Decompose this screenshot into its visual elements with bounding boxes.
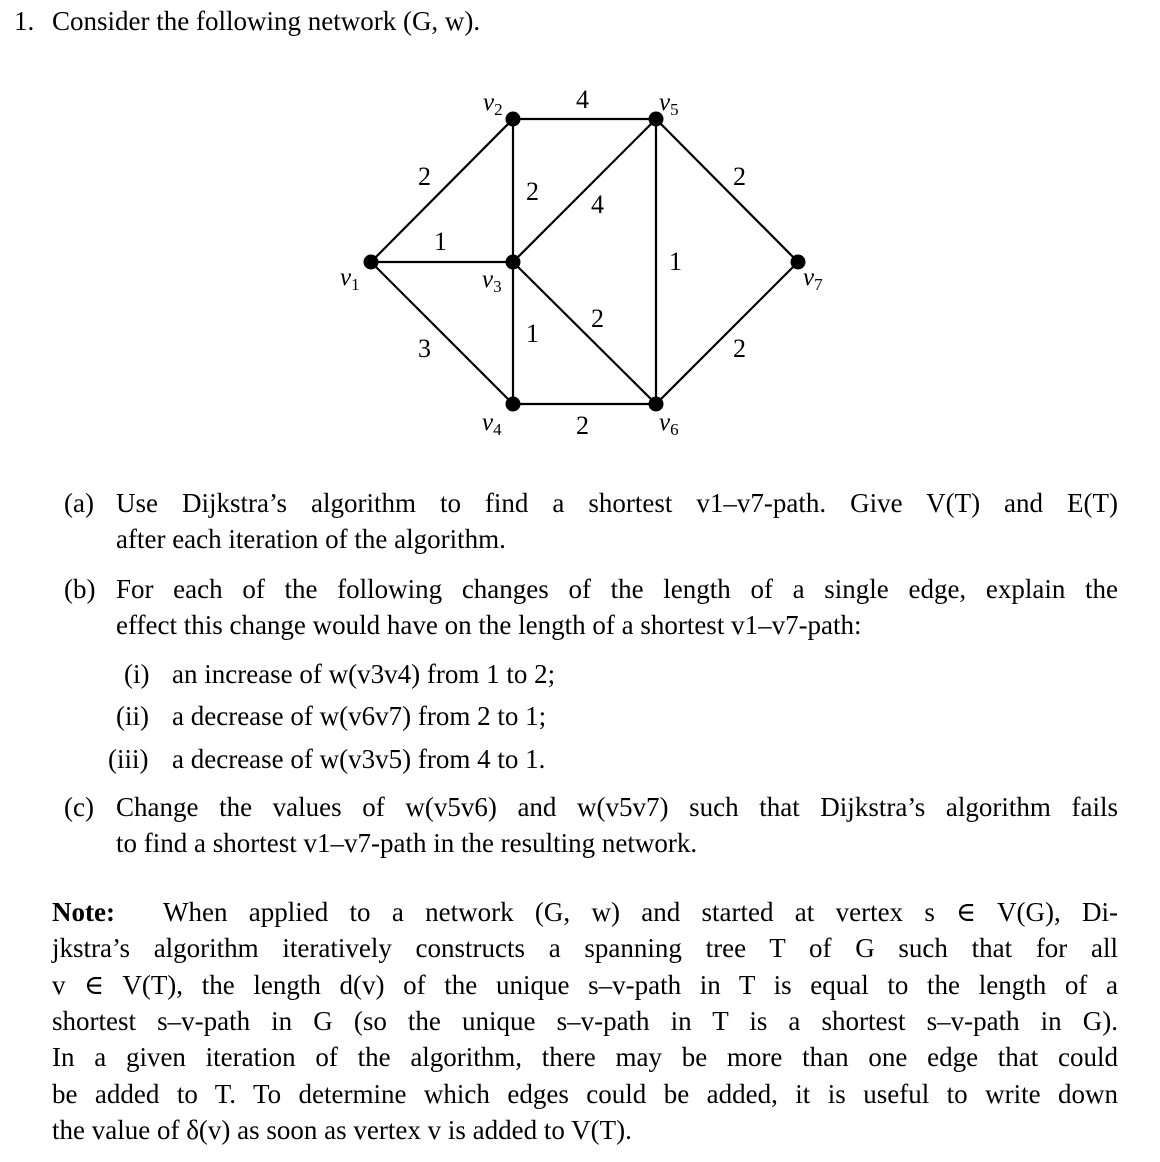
vertex-label-v2: $v_2$ (483, 89, 503, 119)
note-heading: Note: (52, 897, 115, 927)
weight-v1v3: 1 (434, 227, 447, 256)
question-intro: Consider the following network (G, w). (52, 6, 481, 36)
vertex-label-v6: $v_6$ (659, 409, 679, 439)
weight-v3v6: 2 (591, 304, 604, 333)
weight-v2v5: 4 (576, 85, 589, 114)
vertex-label-v3: $v_3$ (482, 266, 502, 296)
note-line-6: be added to T. To determine which edges could be added, it is useful to write down (52, 1079, 1118, 1109)
vertex-label-v4: $v_4$ (482, 409, 502, 439)
note-line-4: shortest s–v-path in G (so the unique s–v-path in T is a shortest s–v-path in G). (52, 1006, 1118, 1036)
note-line-7: the value of δ(v) as soon as vertex v is added to V(T). (52, 1115, 632, 1145)
part-c-line2: to find a shortest v1–v7-path in the resulting network. (116, 828, 698, 858)
vertex-label-v5: $v_5$ (659, 89, 679, 119)
weight-v5v7: 2 (733, 162, 746, 191)
weight-v3v5: 4 (591, 190, 604, 219)
weight-v3v4: 1 (526, 319, 539, 348)
note-line-1: When applied to a network (G, w) and started at vertex s ∈ V(G), Di- (163, 897, 1118, 927)
part-b-item-iii-text: a decrease of w(v3v5) from 4 to 1. (172, 744, 546, 774)
note-line-2: jkstra’s algorithm iteratively constructs a spanning tree T of G such that for all (52, 933, 1118, 963)
weight-v1v4: 3 (418, 334, 431, 363)
note-line-5: In a given iteration of the algorithm, there may be more than one edge that could (52, 1042, 1118, 1072)
edge-v5v7 (656, 119, 798, 262)
network-graph (0, 0, 1160, 460)
vertex-v2 (506, 112, 521, 127)
vertex-v4 (506, 397, 521, 412)
weight-v6v7: 2 (733, 334, 746, 363)
part-b-item-i-label: (i) (124, 659, 150, 689)
part-c-line1: Change the values of w(v5v6) and w(v5v7) such that Dijkstra’s algorithm fails (116, 792, 1118, 822)
part-b-item-i-text: an increase of w(v3v4) from 1 to 2; (172, 659, 556, 689)
part-b-item-ii-label: (ii) (116, 701, 149, 731)
part-a-line2: after each iteration of the algorithm. (116, 524, 506, 554)
weight-v1v2: 2 (418, 162, 431, 191)
edge-v6v7 (656, 262, 798, 404)
weight-v4v6: 2 (576, 411, 589, 440)
part-a-label: (a) (64, 488, 94, 518)
note-line-3: v ∈ V(T), the length d(v) of the unique s–v-path in T is equal to the length of a (52, 970, 1118, 1000)
question-number: 1. (14, 6, 35, 36)
vertex-label-v1: $v_1$ (340, 264, 360, 294)
vertex-label-v7: $v_7$ (803, 264, 823, 294)
part-b-item-iii-label: (iii) (108, 744, 149, 774)
part-b-item-ii-text: a decrease of w(v6v7) from 2 to 1; (172, 701, 547, 731)
part-b-line2: effect this change would have on the length of a shortest v1–v7-path: (116, 610, 862, 640)
part-c-label: (c) (64, 792, 94, 822)
vertex-v3 (506, 255, 521, 270)
weight-v5v6: 1 (669, 247, 682, 276)
part-a-line1: Use Dijkstra’s algorithm to find a shortest v1–v7-path. Give V(T) and E(T) (116, 488, 1118, 518)
part-b-label: (b) (64, 574, 96, 604)
weight-v2v3: 2 (526, 177, 539, 206)
vertex-v1 (364, 255, 379, 270)
part-b-line1: For each of the following changes of the length of a single edge, explain the (116, 574, 1118, 604)
